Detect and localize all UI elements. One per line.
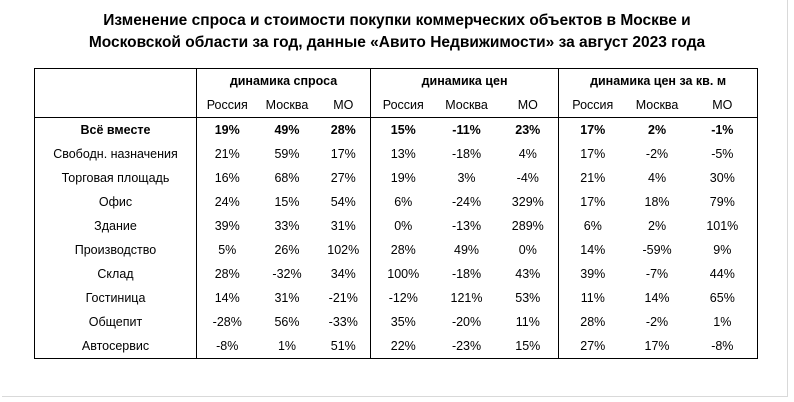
value-cell: 22%: [371, 334, 436, 359]
value-cell: 2%: [648, 219, 667, 233]
value-cell: 43%: [515, 267, 541, 281]
table-row: [35, 262, 758, 286]
value-cell: 28%: [330, 123, 356, 137]
row-label: Торговая площадь: [35, 166, 197, 190]
value-cell: -24%: [451, 195, 482, 209]
value-cell: -32%: [272, 267, 302, 281]
table-row: [35, 142, 758, 166]
value-cell: 1%: [688, 310, 758, 334]
subheader-cell: МО: [498, 93, 559, 118]
group-header-demand: динамика спроса: [197, 69, 371, 94]
value-cell: 16%: [197, 166, 258, 190]
value-cell: -2%: [645, 147, 669, 161]
table-row: [35, 118, 758, 143]
value-cell: -13%: [451, 219, 482, 233]
value-cell: 68%: [274, 171, 300, 185]
value-cell: 33%: [274, 219, 300, 233]
table-row: [35, 214, 758, 238]
value-cell: 289%: [511, 219, 544, 233]
value-cell: 17%: [330, 147, 356, 161]
value-cell: 17%: [627, 334, 688, 359]
value-cell: 17%: [559, 190, 627, 214]
value-cell: 6%: [371, 190, 436, 214]
value-cell: -5%: [688, 142, 758, 166]
table-row: [35, 334, 758, 359]
value-cell: -18%: [451, 147, 482, 161]
value-cell: 14%: [197, 286, 258, 310]
value-cell: -28%: [197, 310, 258, 334]
value-cell: 56%: [274, 315, 300, 329]
value-cell: 329%: [511, 195, 544, 209]
row-label: Автосервис: [35, 334, 197, 359]
value-cell: 121%: [450, 291, 483, 305]
subheader-cell: Россия: [559, 93, 627, 118]
row-label: Производство: [35, 238, 197, 262]
value-cell: 39%: [559, 262, 627, 286]
table-row: [35, 166, 758, 190]
row-label: Здание: [35, 214, 197, 238]
row-label: Офис: [35, 190, 197, 214]
value-cell: -2%: [645, 315, 669, 329]
value-cell: 30%: [688, 166, 758, 190]
value-cell: -18%: [451, 267, 482, 281]
value-cell: -7%: [645, 267, 669, 281]
value-cell: 14%: [644, 291, 670, 305]
value-cell: 1%: [258, 334, 317, 359]
value-cell: 0%: [371, 214, 436, 238]
subheader-row: [35, 93, 758, 118]
table-row: [35, 238, 758, 262]
value-cell: 21%: [559, 166, 627, 190]
value-cell: 24%: [197, 190, 258, 214]
row-label: Свободн. назначения: [35, 142, 197, 166]
value-cell: 59%: [274, 147, 300, 161]
value-cell: 5%: [197, 238, 258, 262]
value-cell: 19%: [371, 166, 436, 190]
value-cell: -12%: [371, 286, 436, 310]
value-cell: -59%: [642, 243, 672, 257]
corner-cell: [35, 69, 197, 94]
value-cell: 101%: [688, 214, 758, 238]
value-cell: 28%: [371, 238, 436, 262]
value-cell: 31%: [330, 219, 356, 233]
title-line-2: Московской области за год, данные «Авито Недвижимости» за август 2023 года: [88, 34, 706, 51]
table-title: [0, 10, 794, 54]
value-cell: 26%: [274, 243, 300, 257]
data-table: [34, 68, 758, 359]
subheader-cell: Москва: [627, 93, 688, 118]
value-cell: 27%: [330, 171, 356, 185]
row-label: Гостиница: [35, 286, 197, 310]
value-cell: -8%: [197, 334, 258, 359]
value-cell: 4%: [518, 147, 537, 161]
value-cell: -23%: [436, 334, 498, 359]
value-cell: 21%: [197, 142, 258, 166]
subheader-cell: Москва: [436, 93, 498, 118]
value-cell: 13%: [371, 142, 436, 166]
value-cell: 51%: [317, 334, 371, 359]
value-cell: -4%: [516, 171, 539, 185]
row-label: Общепит: [35, 310, 197, 334]
value-cell: -1%: [688, 118, 758, 143]
value-cell: 17%: [559, 142, 627, 166]
value-cell: 4%: [648, 171, 667, 185]
value-cell: 0%: [518, 243, 537, 257]
value-cell: -33%: [328, 315, 358, 329]
value-cell: 11%: [515, 315, 540, 329]
value-cell: 31%: [274, 291, 300, 305]
value-cell: -8%: [688, 334, 758, 359]
value-cell: 54%: [330, 195, 356, 209]
value-cell: 79%: [688, 190, 758, 214]
value-cell: 2%: [648, 123, 667, 137]
value-cell: 49%: [454, 243, 480, 257]
value-cell: -21%: [328, 291, 358, 305]
title-line-1: Изменение спроса и стоимости покупки коммерческих объектов в Москве и: [103, 12, 691, 29]
subheader-cell: МО: [317, 93, 371, 118]
group-header-row: [35, 69, 758, 94]
value-cell: 18%: [644, 195, 670, 209]
group-header-price: динамика цен: [371, 69, 559, 94]
value-cell: 15%: [498, 334, 559, 359]
value-cell: 19%: [197, 118, 258, 143]
table-row: [35, 190, 758, 214]
subheader-cell: Москва: [258, 93, 317, 118]
value-cell: 102%: [327, 243, 360, 257]
value-cell: 9%: [688, 238, 758, 262]
value-cell: 28%: [197, 262, 258, 286]
value-cell: 34%: [330, 267, 356, 281]
table-row: [35, 310, 758, 334]
value-cell: 44%: [688, 262, 758, 286]
value-cell: -11%: [452, 123, 481, 137]
row-label: Склад: [35, 262, 197, 286]
subheader-cell: Россия: [371, 93, 436, 118]
value-cell: -20%: [451, 315, 482, 329]
row-label: Всё вместе: [35, 118, 197, 143]
table-row: [35, 286, 758, 310]
value-cell: 17%: [559, 118, 627, 143]
group-header-price-sqm: динамика цен за кв. м: [559, 69, 758, 94]
value-cell: 100%: [371, 262, 436, 286]
value-cell: 15%: [371, 118, 436, 143]
value-cell: 14%: [559, 238, 627, 262]
subheader-cell: МО: [688, 93, 758, 118]
value-cell: 27%: [559, 334, 627, 359]
value-cell: 15%: [274, 195, 300, 209]
value-cell: 3%: [457, 171, 476, 185]
value-cell: 49%: [274, 123, 300, 137]
value-cell: 11%: [559, 286, 627, 310]
value-cell: 65%: [688, 286, 758, 310]
value-cell: 35%: [371, 310, 436, 334]
value-cell: 28%: [559, 310, 627, 334]
value-cell: 53%: [515, 291, 541, 305]
value-cell: 6%: [559, 214, 627, 238]
value-cell: 39%: [197, 214, 258, 238]
subheader-cell: Россия: [197, 93, 258, 118]
value-cell: 23%: [515, 123, 541, 137]
subheader-empty: [35, 93, 197, 118]
